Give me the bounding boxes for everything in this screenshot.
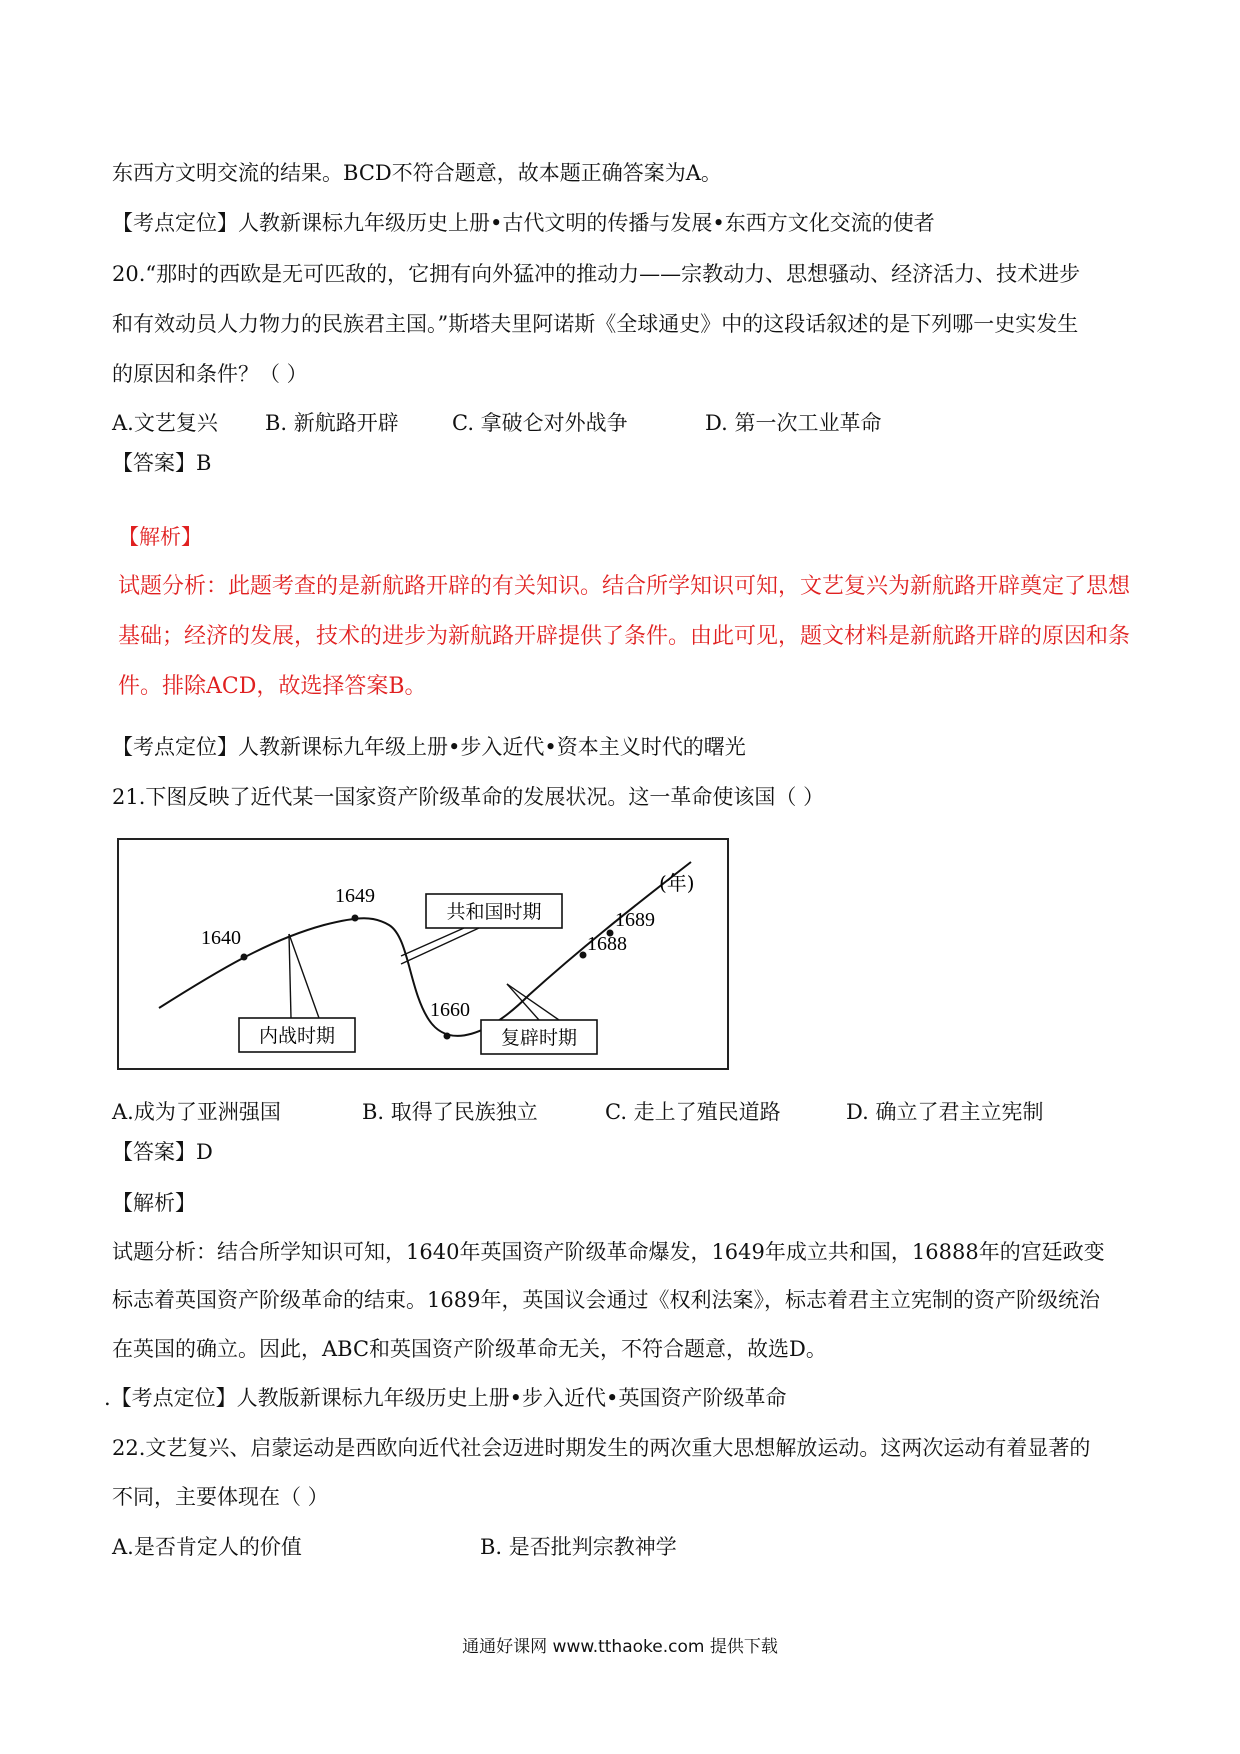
question-22-line-1: 22.文艺复兴、启蒙运动是西欧向近代社会迈进时期发生的两次重大思想解放运动。这两次运动有着显著的: [112, 1436, 1091, 1460]
question-22-line-2: 不同，主要体现在（ ）: [112, 1485, 329, 1509]
timeline-svg: [119, 840, 727, 1068]
exam-point-20: 【考点定位】人教新课标九年级上册•步入近代•资本主义时代的曙光: [112, 735, 746, 759]
analysis-heading-21: 【解析】: [112, 1191, 196, 1215]
analysis-20-line-2: 基础；经济的发展，技术的进步为新航路开辟提供了条件。由此可见，题文材料是新航路开辟的原因和条: [118, 624, 1131, 649]
q21-option-d: D. 确立了君主立宪制: [846, 1100, 1044, 1124]
analysis-20-line-1: 试题分析：此题考查的是新航路开辟的有关知识。结合所学知识可知，文艺复兴为新航路开辟奠定了思想: [118, 574, 1131, 599]
year-1688-label: 1688: [587, 933, 627, 955]
exam-point-19: 【考点定位】人教新课标九年级历史上册•古代文明的传播与发展•东西方文化交流的使者: [112, 211, 935, 235]
civil-war-period-label: 内战时期: [258, 1025, 336, 1047]
year-1640-label: 1640: [201, 927, 241, 949]
q20-option-c: C. 拿破仑对外战争: [452, 411, 628, 435]
point-1649: [352, 915, 359, 922]
republic-period-label: 共和国时期: [446, 901, 542, 923]
analysis-21-line-1: 试题分析：结合所学知识可知，1640年英国资产阶级革命爆发，1649年成立共和国，16888年的宫廷政变: [112, 1240, 1105, 1264]
point-1688: [580, 952, 587, 959]
civil-war-pointer-2: [289, 934, 319, 1018]
question-20-line-2: 和有效动员人力物力的民族君主国。”斯塔夫里阿诺斯《全球通史》中的这段话叙述的是下列哪一史实发生: [112, 312, 1079, 336]
q20-option-a: A.文艺复兴: [112, 411, 218, 435]
year-1660-label: 1660: [430, 999, 470, 1021]
answer-20: 【答案】B: [112, 451, 212, 475]
year-1649-label: 1649: [335, 885, 375, 907]
analysis-heading-20: 【解析】: [118, 525, 202, 549]
civil-war-pointer-1: [289, 934, 291, 1018]
question-20-line-1: 20.“那时的西欧是无可匹敌的，它拥有向外猛冲的推动力——宗教动力、思想骚动、经济活力、技术进步: [112, 262, 1081, 286]
q22-option-b: B. 是否批判宗教神学: [480, 1535, 677, 1559]
q20-option-b: B. 新航路开辟: [265, 411, 399, 435]
q21-option-a: A.成为了亚洲强国: [112, 1100, 281, 1124]
answer-21: 【答案】D: [112, 1140, 213, 1164]
republic-pointer-2: [401, 928, 479, 964]
point-1640: [241, 954, 248, 961]
analysis-21-line-2: 标志着英国资产阶级革命的结束。1689年，英国议会通过《权利法案》，标志着君主立宪制的资产阶级统治: [112, 1288, 1100, 1312]
republic-pointer-1: [401, 928, 464, 956]
revolution-timeline-figure: [117, 838, 729, 1070]
exam-point-21: .【考点定位】人教版新课标九年级历史上册•步入近代•英国资产阶级革命: [104, 1386, 787, 1410]
year-1689-label: 1689: [615, 909, 655, 931]
question-20-line-3: 的原因和条件？（ ）: [112, 362, 308, 386]
restoration-pointer-2: [507, 984, 559, 1020]
q21-option-c: C. 走上了殖民道路: [605, 1100, 781, 1124]
analysis-21-line-3: 在英国的确立。因此，ABC和英国资产阶级革命无关，不符合题意，故选D。: [112, 1337, 827, 1361]
question-21: 21.下图反映了近代某一国家资产阶级革命的发展状况。这一革命使该国（ ）: [112, 785, 825, 809]
point-1660: [444, 1033, 451, 1040]
analysis-20-line-3: 件。排除ACD，故选择答案B。: [118, 674, 427, 699]
year-unit-label: (年): [659, 871, 695, 895]
q20-option-d: D. 第一次工业革命: [705, 411, 882, 435]
q21-option-b: B. 取得了民族独立: [362, 1100, 538, 1124]
answer-continuation: 东西方文明交流的结果。BCD不符合题意，故本题正确答案为A。: [112, 161, 722, 185]
restoration-period-label: 复辟时期: [500, 1027, 578, 1049]
page-footer: 通通好课网 www.tthaoke.com 提供下载: [462, 1637, 778, 1657]
q22-option-a: A.是否肯定人的价值: [112, 1535, 302, 1559]
